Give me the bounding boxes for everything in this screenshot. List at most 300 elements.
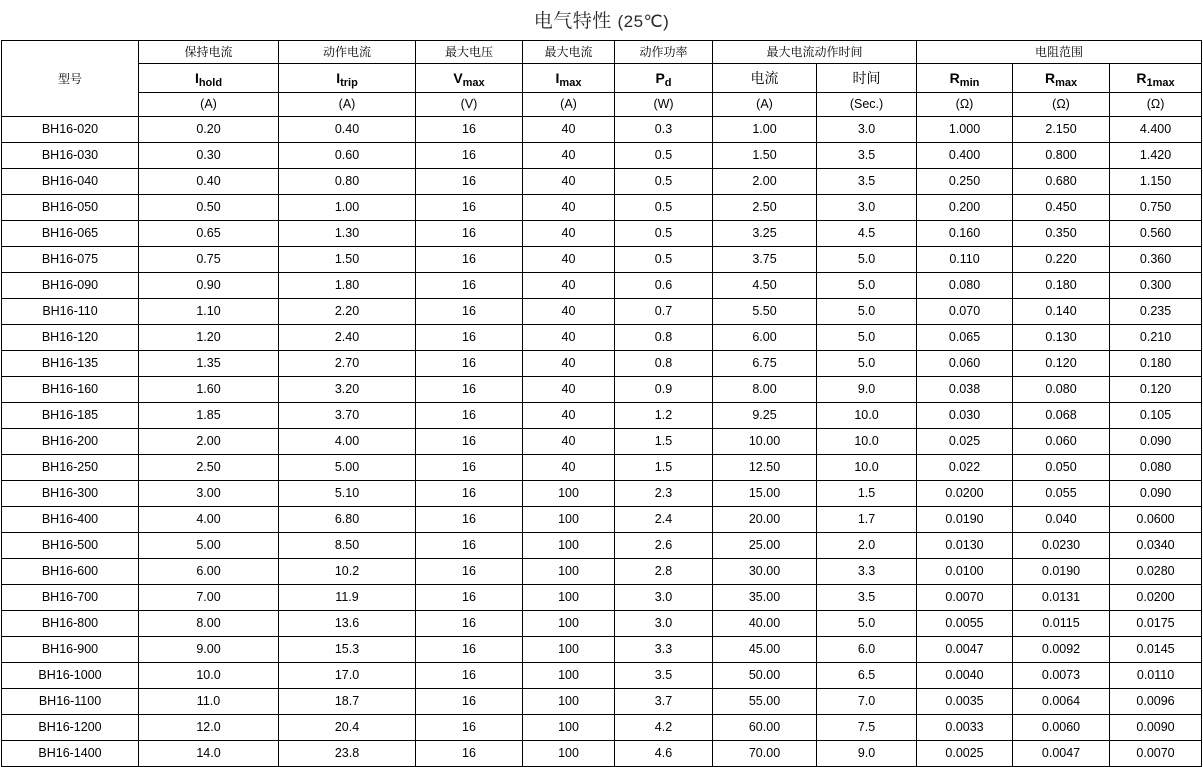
column-header-imax-cn: 最大电流 (523, 41, 615, 64)
cell-r1max: 0.090 (1110, 481, 1202, 507)
cell-rmax: 0.0190 (1013, 559, 1110, 585)
cell-vmax: 16 (416, 117, 523, 143)
cell-time: 3.5 (817, 169, 917, 195)
cell-ihold: 4.00 (139, 507, 279, 533)
cell-rmin: 0.110 (917, 247, 1013, 273)
column-header-resistance-group: 电阻范围 (917, 41, 1202, 64)
cell-ihold: 12.0 (139, 715, 279, 741)
cell-ihold: 0.40 (139, 169, 279, 195)
cell-itrip: 0.60 (279, 143, 416, 169)
cell-pd: 0.6 (615, 273, 713, 299)
cell-model: BH16-200 (2, 429, 139, 455)
cell-model: BH16-040 (2, 169, 139, 195)
cell-vmax: 16 (416, 195, 523, 221)
cell-ihold: 5.00 (139, 533, 279, 559)
cell-r1max: 1.150 (1110, 169, 1202, 195)
column-header-pd-cn: 动作功率 (615, 41, 713, 64)
cell-itrip: 3.20 (279, 377, 416, 403)
cell-r1max: 0.360 (1110, 247, 1202, 273)
cell-model: BH16-050 (2, 195, 139, 221)
cell-r1max: 0.090 (1110, 429, 1202, 455)
column-header-rmin-symbol: $R_{min}$ (917, 64, 1013, 93)
table-row (2, 143, 1202, 169)
cell-rmin: 0.025 (917, 429, 1013, 455)
cell-rmax: 0.120 (1013, 351, 1110, 377)
cell-pd: 2.4 (615, 507, 713, 533)
header-row-symbols (2, 64, 1202, 93)
cell-rmin: 0.022 (917, 455, 1013, 481)
table-row (2, 507, 1202, 533)
cell-vmax: 16 (416, 481, 523, 507)
cell-ihold: 7.00 (139, 585, 279, 611)
cell-itrip: 11.9 (279, 585, 416, 611)
cell-ihold: 1.20 (139, 325, 279, 351)
cell-rmin: 0.400 (917, 143, 1013, 169)
cell-r1max: 0.0145 (1110, 637, 1202, 663)
cell-rmax: 0.180 (1013, 273, 1110, 299)
cell-rmin: 0.0033 (917, 715, 1013, 741)
cell-ihold: 11.0 (139, 689, 279, 715)
cell-imax: 100 (523, 611, 615, 637)
column-header-vmax-symbol: $V_{max}$ (416, 64, 523, 93)
cell-imax: 100 (523, 533, 615, 559)
cell-itrip: 5.10 (279, 481, 416, 507)
cell-time: 7.5 (817, 715, 917, 741)
header-row-units (2, 93, 1202, 117)
cell-imax: 100 (523, 741, 615, 767)
cell-rmax: 0.0131 (1013, 585, 1110, 611)
cell-imax: 40 (523, 299, 615, 325)
cell-time: 5.0 (817, 325, 917, 351)
cell-vmax: 16 (416, 299, 523, 325)
column-header-model: 型号 (2, 41, 139, 117)
cell-rmin: 0.065 (917, 325, 1013, 351)
cell-pd: 2.3 (615, 481, 713, 507)
cell-imax: 100 (523, 559, 615, 585)
cell-itrip: 0.80 (279, 169, 416, 195)
table-header (2, 41, 1202, 117)
cell-imax: 40 (523, 247, 615, 273)
cell-pd: 2.6 (615, 533, 713, 559)
cell-time: 9.0 (817, 741, 917, 767)
cell-r1max: 0.560 (1110, 221, 1202, 247)
cell-r1max: 0.0096 (1110, 689, 1202, 715)
cell-ihold: 0.75 (139, 247, 279, 273)
cell-time: 3.5 (817, 143, 917, 169)
cell-pd: 3.0 (615, 611, 713, 637)
cell-vmax: 16 (416, 351, 523, 377)
cell-time: 1.5 (817, 481, 917, 507)
cell-ihold: 10.0 (139, 663, 279, 689)
cell-pd: 0.3 (615, 117, 713, 143)
cell-current: 70.00 (713, 741, 817, 767)
header-row-chinese (2, 41, 1202, 64)
cell-model: BH16-1000 (2, 663, 139, 689)
unit-pd: (W) (615, 93, 713, 117)
column-header-vmax-cn: 最大电压 (416, 41, 523, 64)
cell-model: BH16-110 (2, 299, 139, 325)
table-row (2, 481, 1202, 507)
cell-time: 6.5 (817, 663, 917, 689)
cell-imax: 100 (523, 585, 615, 611)
table-row (2, 715, 1202, 741)
cell-model: BH16-400 (2, 507, 139, 533)
cell-ihold: 1.10 (139, 299, 279, 325)
cell-imax: 100 (523, 689, 615, 715)
table-row (2, 195, 1202, 221)
table-row (2, 689, 1202, 715)
cell-r1max: 0.0070 (1110, 741, 1202, 767)
cell-r1max: 0.180 (1110, 351, 1202, 377)
cell-model: BH16-900 (2, 637, 139, 663)
cell-time: 5.0 (817, 611, 917, 637)
cell-r1max: 1.420 (1110, 143, 1202, 169)
cell-itrip: 3.70 (279, 403, 416, 429)
cell-rmax: 0.350 (1013, 221, 1110, 247)
cell-pd: 3.3 (615, 637, 713, 663)
table-row (2, 377, 1202, 403)
cell-model: BH16-120 (2, 325, 139, 351)
cell-rmin: 0.070 (917, 299, 1013, 325)
cell-model: BH16-185 (2, 403, 139, 429)
cell-rmax: 0.450 (1013, 195, 1110, 221)
cell-current: 55.00 (713, 689, 817, 715)
cell-imax: 100 (523, 637, 615, 663)
cell-rmax: 0.0115 (1013, 611, 1110, 637)
cell-pd: 0.7 (615, 299, 713, 325)
unit-rmin: (Ω) (917, 93, 1013, 117)
cell-pd: 0.5 (615, 169, 713, 195)
cell-vmax: 16 (416, 689, 523, 715)
cell-current: 3.75 (713, 247, 817, 273)
cell-itrip: 8.50 (279, 533, 416, 559)
cell-vmax: 16 (416, 377, 523, 403)
column-header-ihold-symbol: $I_{hold}$ (139, 64, 279, 93)
electrical-characteristics-table (1, 40, 1202, 767)
cell-pd: 0.9 (615, 377, 713, 403)
cell-itrip: 1.00 (279, 195, 416, 221)
cell-rmin: 0.030 (917, 403, 1013, 429)
table-row (2, 637, 1202, 663)
cell-rmax: 0.680 (1013, 169, 1110, 195)
cell-rmin: 0.0070 (917, 585, 1013, 611)
cell-current: 25.00 (713, 533, 817, 559)
cell-imax: 40 (523, 143, 615, 169)
cell-rmin: 0.060 (917, 351, 1013, 377)
cell-rmax: 0.050 (1013, 455, 1110, 481)
unit-time: (Sec.) (817, 93, 917, 117)
cell-time: 3.0 (817, 195, 917, 221)
cell-rmin: 0.0025 (917, 741, 1013, 767)
cell-model: BH16-1400 (2, 741, 139, 767)
cell-ihold: 1.35 (139, 351, 279, 377)
cell-model: BH16-135 (2, 351, 139, 377)
column-header-imax-symbol: $I_{max}$ (523, 64, 615, 93)
cell-time: 1.7 (817, 507, 917, 533)
cell-model: BH16-020 (2, 117, 139, 143)
cell-itrip: 1.80 (279, 273, 416, 299)
cell-current: 20.00 (713, 507, 817, 533)
cell-vmax: 16 (416, 221, 523, 247)
cell-r1max: 4.400 (1110, 117, 1202, 143)
cell-current: 50.00 (713, 663, 817, 689)
unit-itrip: (A) (279, 93, 416, 117)
cell-r1max: 0.0600 (1110, 507, 1202, 533)
table-row (2, 247, 1202, 273)
cell-ihold: 0.30 (139, 143, 279, 169)
cell-model: BH16-700 (2, 585, 139, 611)
cell-vmax: 16 (416, 611, 523, 637)
cell-current: 6.75 (713, 351, 817, 377)
cell-current: 30.00 (713, 559, 817, 585)
column-header-rmax-symbol: $R_{max}$ (1013, 64, 1110, 93)
cell-rmax: 0.055 (1013, 481, 1110, 507)
cell-rmax: 0.130 (1013, 325, 1110, 351)
cell-r1max: 0.0110 (1110, 663, 1202, 689)
unit-current: (A) (713, 93, 817, 117)
cell-time: 3.5 (817, 585, 917, 611)
cell-time: 10.0 (817, 403, 917, 429)
cell-r1max: 0.080 (1110, 455, 1202, 481)
cell-vmax: 16 (416, 403, 523, 429)
cell-time: 9.0 (817, 377, 917, 403)
cell-rmin: 1.000 (917, 117, 1013, 143)
cell-vmax: 16 (416, 273, 523, 299)
cell-current: 1.50 (713, 143, 817, 169)
cell-rmin: 0.0100 (917, 559, 1013, 585)
cell-imax: 100 (523, 715, 615, 741)
table-row (2, 533, 1202, 559)
cell-imax: 100 (523, 481, 615, 507)
cell-model: BH16-030 (2, 143, 139, 169)
cell-itrip: 17.0 (279, 663, 416, 689)
cell-itrip: 13.6 (279, 611, 416, 637)
cell-model: BH16-300 (2, 481, 139, 507)
cell-current: 4.50 (713, 273, 817, 299)
cell-itrip: 15.3 (279, 637, 416, 663)
cell-imax: 40 (523, 351, 615, 377)
cell-itrip: 2.20 (279, 299, 416, 325)
cell-rmax: 0.068 (1013, 403, 1110, 429)
cell-pd: 0.5 (615, 247, 713, 273)
cell-model: BH16-075 (2, 247, 139, 273)
table-row (2, 273, 1202, 299)
cell-current: 1.00 (713, 117, 817, 143)
cell-ihold: 14.0 (139, 741, 279, 767)
cell-rmax: 0.220 (1013, 247, 1110, 273)
cell-current: 40.00 (713, 611, 817, 637)
cell-ihold: 2.00 (139, 429, 279, 455)
cell-itrip: 23.8 (279, 741, 416, 767)
page-title-text: 电气特性 (533, 11, 612, 32)
cell-imax: 40 (523, 429, 615, 455)
cell-rmax: 0.0230 (1013, 533, 1110, 559)
cell-vmax: 16 (416, 507, 523, 533)
cell-itrip: 0.40 (279, 117, 416, 143)
cell-rmin: 0.0047 (917, 637, 1013, 663)
cell-rmin: 0.038 (917, 377, 1013, 403)
cell-imax: 40 (523, 403, 615, 429)
unit-ihold: (A) (139, 93, 279, 117)
cell-rmax: 0.040 (1013, 507, 1110, 533)
cell-pd: 2.8 (615, 559, 713, 585)
cell-imax: 40 (523, 195, 615, 221)
cell-pd: 0.8 (615, 325, 713, 351)
cell-time: 10.0 (817, 429, 917, 455)
cell-current: 35.00 (713, 585, 817, 611)
cell-itrip: 2.40 (279, 325, 416, 351)
cell-imax: 40 (523, 325, 615, 351)
cell-time: 5.0 (817, 273, 917, 299)
table-row (2, 325, 1202, 351)
cell-rmin: 0.0200 (917, 481, 1013, 507)
cell-time: 2.0 (817, 533, 917, 559)
cell-current: 2.00 (713, 169, 817, 195)
cell-vmax: 16 (416, 559, 523, 585)
cell-current: 45.00 (713, 637, 817, 663)
column-header-r1max-symbol: $R_{1max}$ (1110, 64, 1202, 93)
table-row (2, 741, 1202, 767)
cell-rmin: 0.160 (917, 221, 1013, 247)
cell-time: 10.0 (817, 455, 917, 481)
cell-time: 4.5 (817, 221, 917, 247)
cell-ihold: 0.65 (139, 221, 279, 247)
table-row (2, 351, 1202, 377)
table-row (2, 169, 1202, 195)
cell-model: BH16-1100 (2, 689, 139, 715)
cell-r1max: 0.105 (1110, 403, 1202, 429)
cell-r1max: 0.0090 (1110, 715, 1202, 741)
cell-ihold: 9.00 (139, 637, 279, 663)
cell-vmax: 16 (416, 247, 523, 273)
cell-vmax: 16 (416, 715, 523, 741)
cell-current: 8.00 (713, 377, 817, 403)
cell-ihold: 3.00 (139, 481, 279, 507)
cell-imax: 40 (523, 117, 615, 143)
cell-current: 3.25 (713, 221, 817, 247)
table-row (2, 585, 1202, 611)
cell-rmax: 0.0073 (1013, 663, 1110, 689)
cell-r1max: 0.300 (1110, 273, 1202, 299)
table-row (2, 403, 1202, 429)
cell-rmax: 0.080 (1013, 377, 1110, 403)
cell-model: BH16-160 (2, 377, 139, 403)
cell-current: 6.00 (713, 325, 817, 351)
cell-rmin: 0.0130 (917, 533, 1013, 559)
cell-vmax: 16 (416, 143, 523, 169)
cell-current: 60.00 (713, 715, 817, 741)
cell-ihold: 0.90 (139, 273, 279, 299)
cell-rmin: 0.200 (917, 195, 1013, 221)
cell-pd: 1.5 (615, 455, 713, 481)
cell-itrip: 4.00 (279, 429, 416, 455)
cell-time: 3.3 (817, 559, 917, 585)
cell-pd: 1.5 (615, 429, 713, 455)
cell-r1max: 0.0175 (1110, 611, 1202, 637)
cell-r1max: 0.120 (1110, 377, 1202, 403)
table-row (2, 559, 1202, 585)
column-header-itrip-cn: 动作电流 (279, 41, 416, 64)
cell-ihold: 1.85 (139, 403, 279, 429)
cell-rmin: 0.0055 (917, 611, 1013, 637)
cell-pd: 0.8 (615, 351, 713, 377)
cell-current: 2.50 (713, 195, 817, 221)
table-row (2, 299, 1202, 325)
cell-pd: 0.5 (615, 195, 713, 221)
unit-imax: (A) (523, 93, 615, 117)
column-header-ihold-cn: 保持电流 (139, 41, 279, 64)
page-title (0, 0, 1203, 40)
cell-imax: 100 (523, 663, 615, 689)
cell-imax: 40 (523, 377, 615, 403)
cell-rmax: 0.0092 (1013, 637, 1110, 663)
cell-vmax: 16 (416, 533, 523, 559)
table-body (2, 117, 1202, 767)
cell-pd: 0.5 (615, 221, 713, 247)
table-row (2, 117, 1202, 143)
cell-pd: 3.5 (615, 663, 713, 689)
cell-r1max: 0.0340 (1110, 533, 1202, 559)
cell-model: BH16-500 (2, 533, 139, 559)
cell-vmax: 16 (416, 637, 523, 663)
table-row (2, 455, 1202, 481)
cell-ihold: 0.50 (139, 195, 279, 221)
cell-imax: 40 (523, 169, 615, 195)
cell-time: 7.0 (817, 689, 917, 715)
cell-r1max: 0.750 (1110, 195, 1202, 221)
table-row (2, 429, 1202, 455)
cell-rmax: 0.060 (1013, 429, 1110, 455)
table-row (2, 611, 1202, 637)
cell-itrip: 2.70 (279, 351, 416, 377)
cell-pd: 4.6 (615, 741, 713, 767)
unit-vmax: (V) (416, 93, 523, 117)
cell-model: BH16-065 (2, 221, 139, 247)
cell-current: 12.50 (713, 455, 817, 481)
cell-itrip: 1.50 (279, 247, 416, 273)
cell-rmin: 0.250 (917, 169, 1013, 195)
cell-pd: 1.2 (615, 403, 713, 429)
cell-current: 10.00 (713, 429, 817, 455)
table-row (2, 221, 1202, 247)
cell-time: 5.0 (817, 247, 917, 273)
cell-rmax: 0.0064 (1013, 689, 1110, 715)
cell-current: 15.00 (713, 481, 817, 507)
cell-itrip: 5.00 (279, 455, 416, 481)
cell-r1max: 0.0200 (1110, 585, 1202, 611)
cell-imax: 40 (523, 221, 615, 247)
unit-rmax: (Ω) (1013, 93, 1110, 117)
column-header-trip-time-group: 最大电流动作时间 (713, 41, 917, 64)
cell-imax: 40 (523, 455, 615, 481)
cell-time: 5.0 (817, 299, 917, 325)
cell-itrip: 6.80 (279, 507, 416, 533)
cell-r1max: 0.210 (1110, 325, 1202, 351)
cell-itrip: 18.7 (279, 689, 416, 715)
cell-rmax: 0.140 (1013, 299, 1110, 325)
cell-vmax: 16 (416, 585, 523, 611)
cell-rmin: 0.0190 (917, 507, 1013, 533)
cell-r1max: 0.235 (1110, 299, 1202, 325)
cell-itrip: 10.2 (279, 559, 416, 585)
cell-pd: 4.2 (615, 715, 713, 741)
cell-rmax: 0.0047 (1013, 741, 1110, 767)
cell-current: 9.25 (713, 403, 817, 429)
cell-ihold: 1.60 (139, 377, 279, 403)
cell-imax: 40 (523, 273, 615, 299)
cell-rmax: 2.150 (1013, 117, 1110, 143)
cell-vmax: 16 (416, 741, 523, 767)
